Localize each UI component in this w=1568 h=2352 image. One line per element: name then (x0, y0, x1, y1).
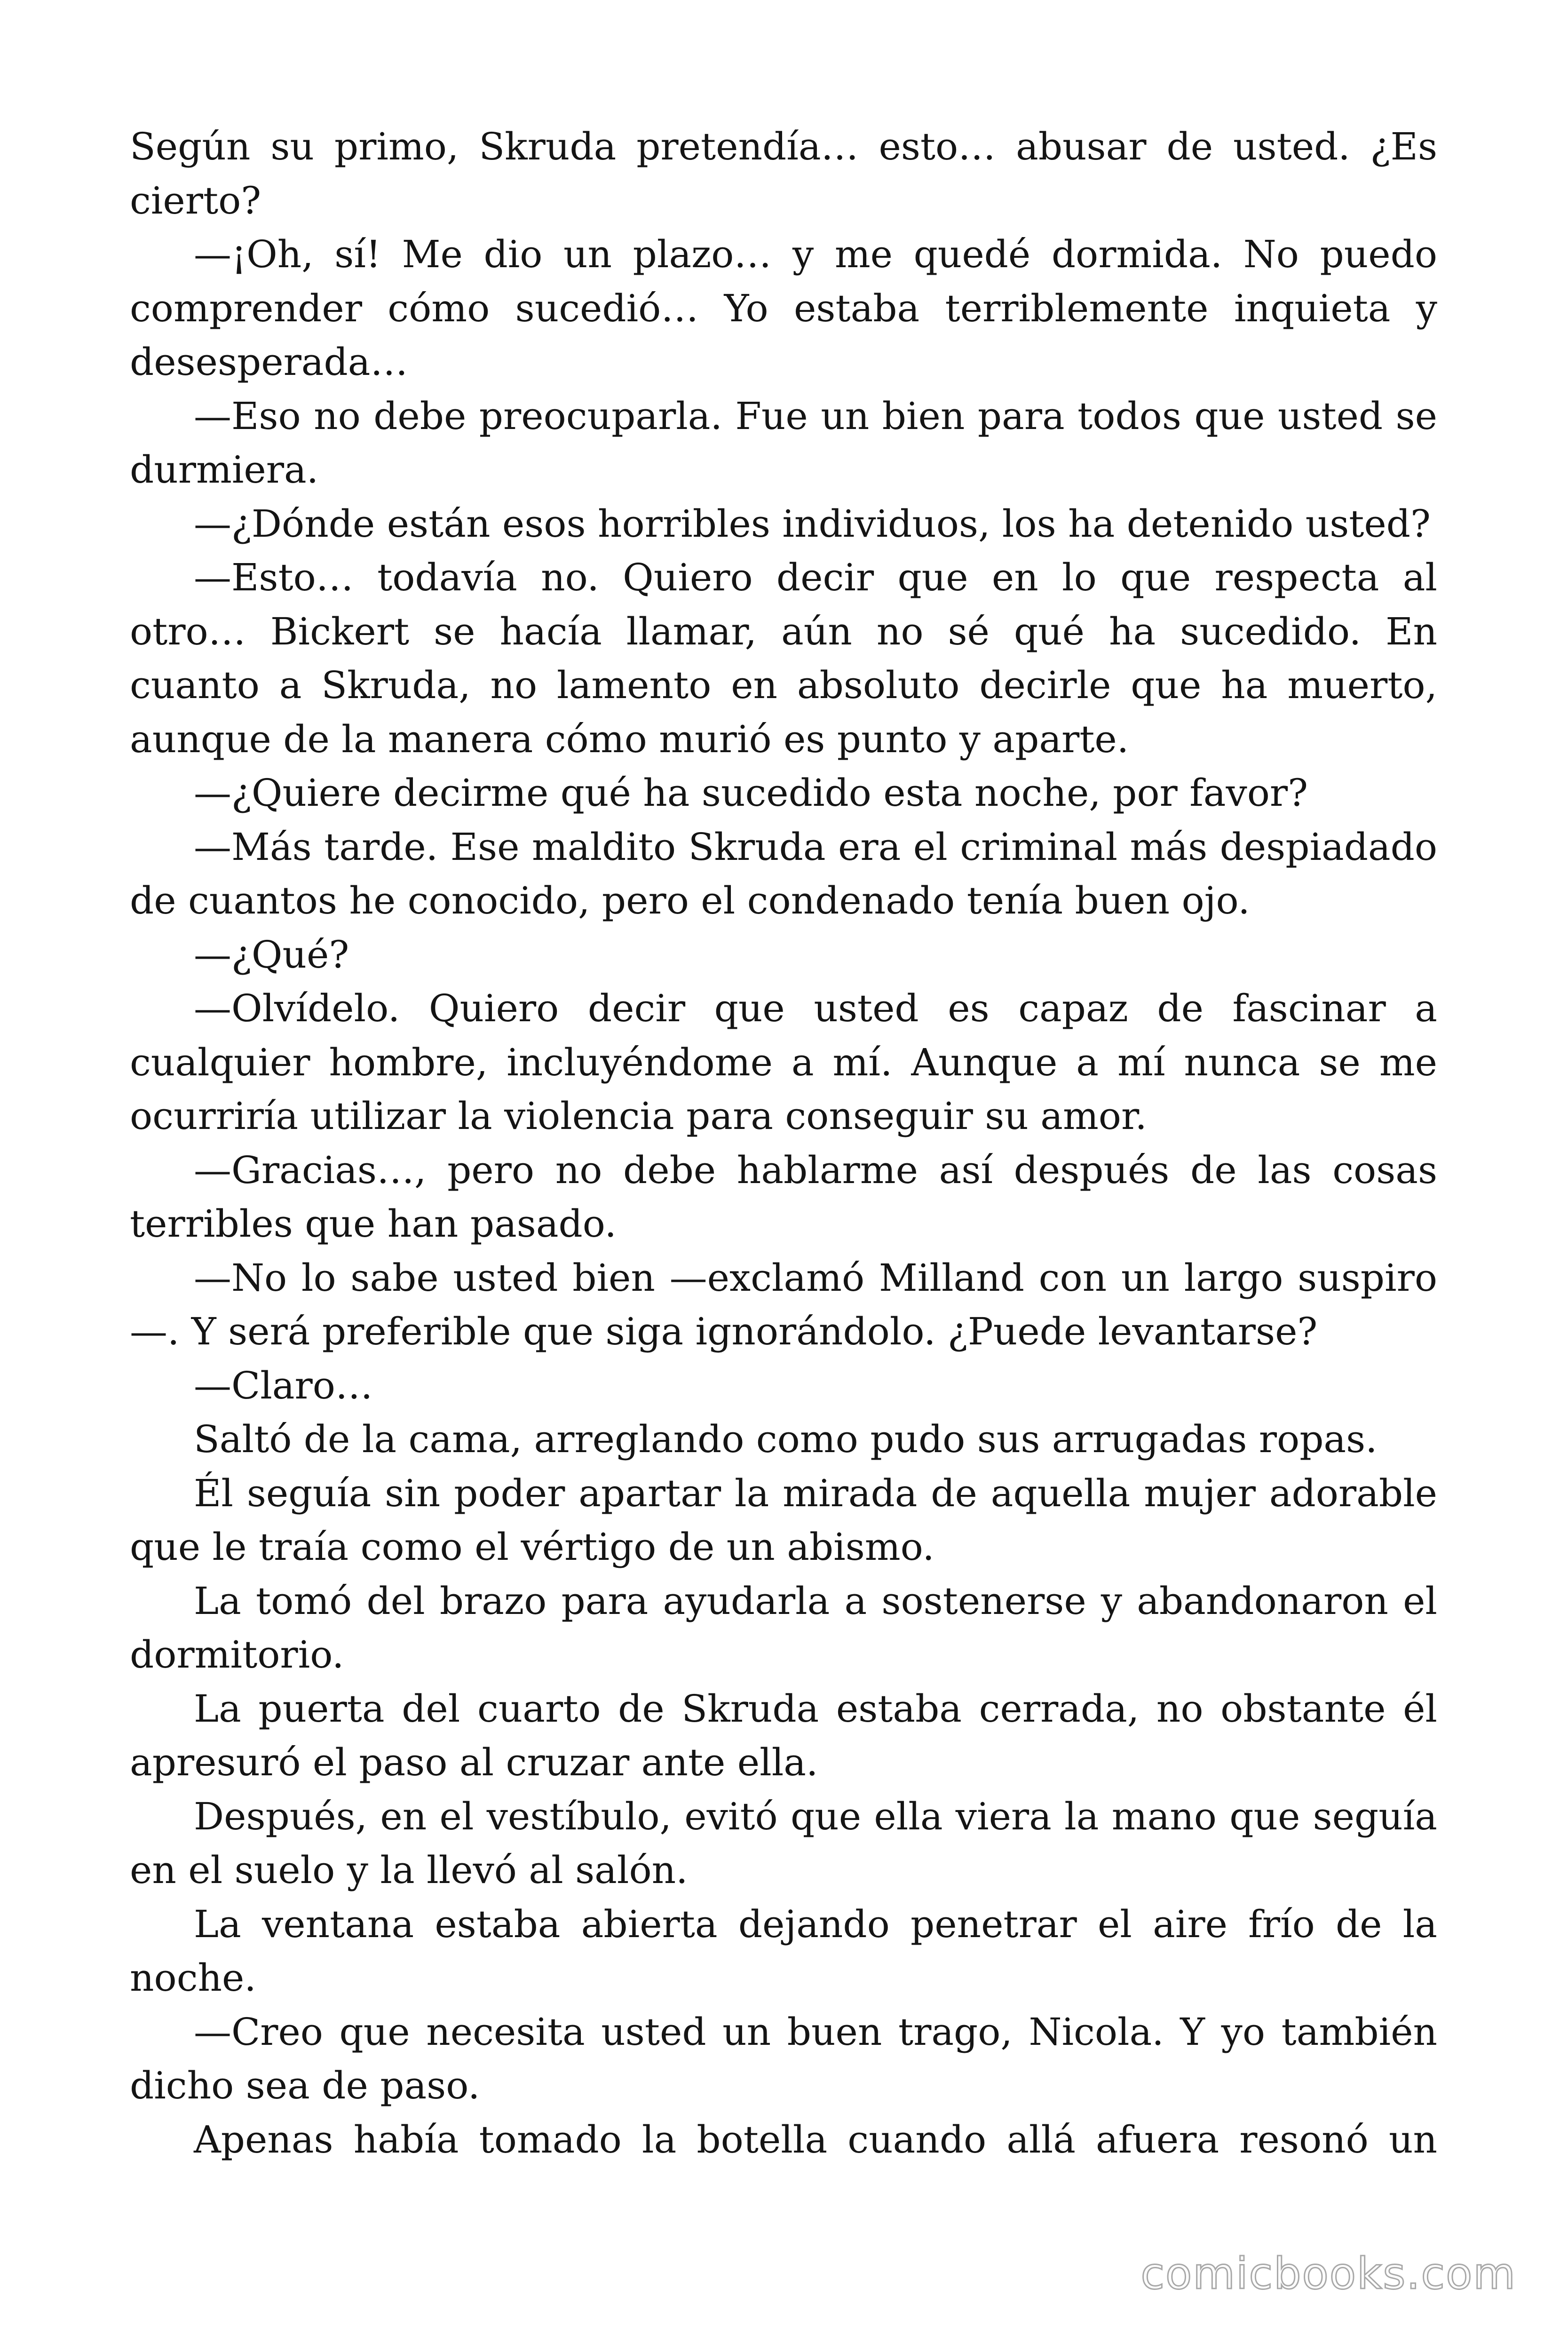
paragraph: La ventana estaba abierta dejando penetrar el aire frío de la noche. (130, 1902, 1437, 2000)
paragraph: —¿Dónde están esos horribles individuos, los ha detenido usted? (194, 501, 1431, 546)
paragraph: La puerta del cuarto de Skruda estaba cerrada, no obstante él apresuró el paso al cruzar ante ella. (130, 1686, 1437, 1784)
body-text (130, 120, 1437, 2167)
paragraph: Según su primo, Skruda pretendía… esto… abusar de usted. ¿Es cierto? (130, 125, 1437, 222)
paragraph: Saltó de la cama, arreglando como pudo sus arrugadas ropas. (194, 1417, 1378, 1461)
paragraph: —Claro… (194, 1363, 373, 1407)
paragraph: —Gracias…, pero no debe hablarme así después de las cosas terribles que han pasado. (130, 1148, 1437, 1246)
paragraph: —¿Quiere decirme qué ha sucedido esta noche, por favor? (194, 771, 1308, 815)
paragraph: —Más tarde. Ese maldito Skruda era el criminal más despiadado de cuantos he conocido, pero el condenado tenía buen ojo. (130, 825, 1437, 922)
paragraph: —¡Oh, sí! Me dio un plazo… y me quedé dormida. No puedo comprender cómo sucedió… Yo estaba terriblemente inquieta y desesperada… (130, 232, 1437, 384)
paragraph: Apenas había tomado la botella cuando allá afuera resonó un (194, 2117, 1437, 2161)
paragraph: Después, en el vestíbulo, evitó que ella viera la mano que seguía en el suelo y la llevó al salón. (130, 1794, 1437, 1892)
paragraph: Él seguía sin poder apartar la mirada de aquella mujer adorable que le traía como el vértigo de un abismo. (130, 1471, 1437, 1569)
paragraph: —No lo sabe usted bien —exclamó Milland con un largo suspiro —. Y será preferible que siga ignorándolo. ¿Puede levantarse? (130, 1255, 1437, 1353)
paragraph: —Eso no debe preocuparla. Fue un bien para todos que usted se durmiera. (130, 394, 1437, 492)
paragraph: —¿Qué? (194, 932, 349, 977)
watermark-logo: comicbooks.com (1140, 2249, 1516, 2299)
paragraph: —Creo que necesita usted un buen trago, Nicola. Y yo también dicho sea de paso. (130, 2010, 1437, 2107)
paragraph: La tomó del brazo para ayudarla a sostenerse y abandonaron el dormitorio. (130, 1579, 1437, 1677)
paragraph: —Esto… todavía no. Quiero decir que en lo que respecta al otro… Bickert se hacía llamar, aún no sé qué ha sucedido. En cuanto a Skruda, no lamento en absoluto decirle que ha muerto, aunque de la manera cómo murió es punto y aparte. (130, 556, 1437, 761)
paragraph: —Olvídelo. Quiero decir que usted es capaz de fascinar a cualquier hombre, incluyéndome a mí. Aunque a mí nunca se me ocurriría utilizar la violencia para conseguir su amor. (130, 986, 1437, 1138)
